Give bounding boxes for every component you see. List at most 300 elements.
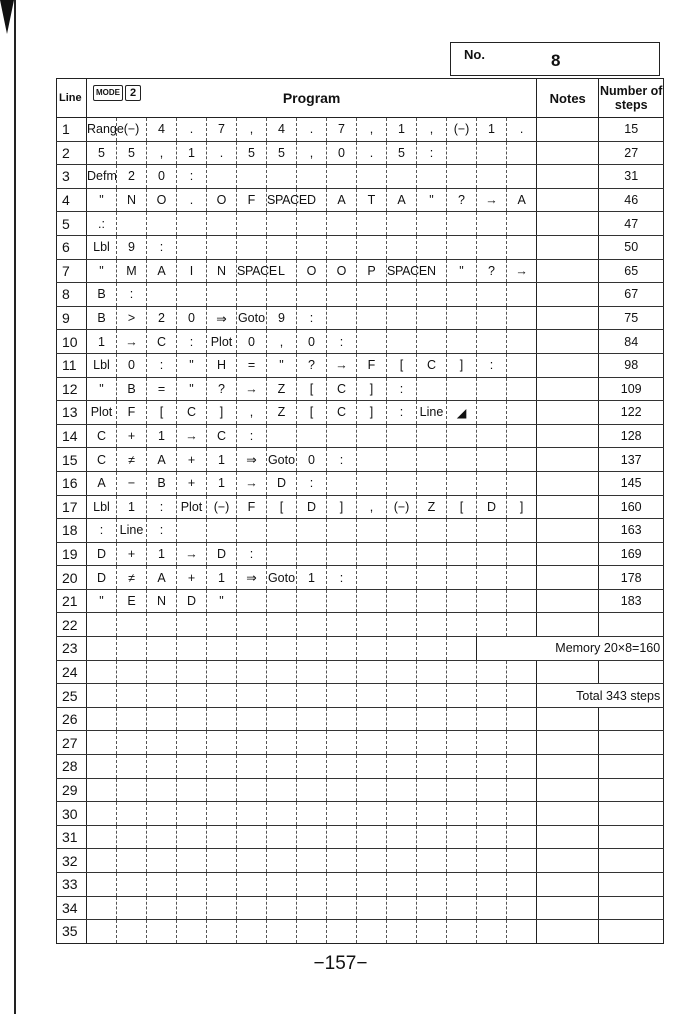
program-cell bbox=[177, 519, 207, 543]
steps-cell bbox=[599, 802, 664, 826]
program-cell: 1 bbox=[117, 495, 147, 519]
program-cell bbox=[267, 825, 297, 849]
program-cell: C bbox=[87, 448, 117, 472]
program-cell bbox=[177, 873, 207, 897]
binding-spike bbox=[0, 0, 14, 34]
program-cell: A bbox=[87, 471, 117, 495]
steps-cell bbox=[599, 755, 664, 779]
steps-cell: 128 bbox=[599, 424, 664, 448]
program-cell: , bbox=[417, 118, 447, 142]
program-cell bbox=[507, 707, 537, 731]
program-cell: L bbox=[267, 259, 297, 283]
program-cell bbox=[387, 330, 417, 354]
notes-cell bbox=[537, 778, 599, 802]
program-cell bbox=[417, 542, 447, 566]
program-cell bbox=[147, 896, 177, 920]
program-cell bbox=[447, 519, 477, 543]
program-cell bbox=[387, 802, 417, 826]
program-cell: H bbox=[207, 353, 237, 377]
program-cell bbox=[87, 731, 117, 755]
program-cell bbox=[297, 825, 327, 849]
program-cell: 0 bbox=[297, 330, 327, 354]
program-cell bbox=[267, 755, 297, 779]
program-cell: − bbox=[117, 471, 147, 495]
program-cell: : bbox=[87, 519, 117, 543]
program-cell: 5 bbox=[237, 141, 267, 165]
program-cell bbox=[177, 802, 207, 826]
program-cell: ⇒ bbox=[207, 306, 237, 330]
program-cell bbox=[477, 802, 507, 826]
program-cell: : bbox=[477, 353, 507, 377]
line-number: 22 bbox=[57, 613, 87, 637]
program-cell bbox=[117, 755, 147, 779]
program-cell bbox=[297, 707, 327, 731]
program-cell bbox=[507, 542, 537, 566]
steps-cell bbox=[599, 731, 664, 755]
program-cell bbox=[507, 896, 537, 920]
program-cell bbox=[177, 920, 207, 944]
steps-cell: 178 bbox=[599, 566, 664, 590]
line-number: 19 bbox=[57, 542, 87, 566]
line-number: 27 bbox=[57, 731, 87, 755]
program-cell bbox=[207, 849, 237, 873]
program-cell bbox=[117, 802, 147, 826]
line-number: 7 bbox=[57, 259, 87, 283]
line-number: 35 bbox=[57, 920, 87, 944]
program-cell bbox=[207, 212, 237, 236]
program-cell bbox=[447, 637, 477, 661]
program-cell: " bbox=[87, 188, 117, 212]
program-cell: 1 bbox=[147, 542, 177, 566]
steps-cell: 27 bbox=[599, 141, 664, 165]
program-cell bbox=[87, 613, 117, 637]
program-cell bbox=[207, 707, 237, 731]
table-row bbox=[57, 495, 664, 519]
program-cell bbox=[147, 873, 177, 897]
program-cell bbox=[477, 849, 507, 873]
program-cell bbox=[177, 825, 207, 849]
program-cell bbox=[477, 471, 507, 495]
program-cell bbox=[147, 660, 177, 684]
program-cell bbox=[177, 660, 207, 684]
program-cell bbox=[417, 519, 447, 543]
program-cell: 9 bbox=[117, 235, 147, 259]
table-row bbox=[57, 424, 664, 448]
program-cell bbox=[177, 684, 207, 708]
program-cell bbox=[507, 684, 537, 708]
program-cell: 5 bbox=[87, 141, 117, 165]
program-cell: → bbox=[327, 353, 357, 377]
program-cell bbox=[237, 165, 267, 189]
program-cell: 5 bbox=[117, 141, 147, 165]
program-cell: " bbox=[267, 353, 297, 377]
program-cell bbox=[477, 660, 507, 684]
program-cell bbox=[357, 825, 387, 849]
program-cell bbox=[387, 212, 417, 236]
program-cell: [ bbox=[297, 377, 327, 401]
program-cell bbox=[387, 566, 417, 590]
program-cell bbox=[87, 920, 117, 944]
program-cell: Defm bbox=[87, 165, 117, 189]
program-cell bbox=[177, 849, 207, 873]
program-cell: " bbox=[447, 259, 477, 283]
notes-cell bbox=[537, 755, 599, 779]
notes-cell bbox=[537, 802, 599, 826]
program-cell bbox=[117, 920, 147, 944]
program-cell: 7 bbox=[207, 118, 237, 142]
program-cell: , bbox=[237, 401, 267, 425]
program-cell bbox=[417, 283, 447, 307]
line-number: 21 bbox=[57, 589, 87, 613]
program-cell: Lbl bbox=[87, 235, 117, 259]
program-cell: 2 bbox=[147, 306, 177, 330]
program-cell bbox=[387, 707, 417, 731]
program-cell bbox=[267, 684, 297, 708]
program-cell bbox=[477, 283, 507, 307]
program-cell: 1 bbox=[387, 118, 417, 142]
program-cell bbox=[117, 684, 147, 708]
program-cell: . bbox=[507, 118, 537, 142]
program-cell bbox=[357, 471, 387, 495]
table-row bbox=[57, 377, 664, 401]
steps-cell bbox=[599, 873, 664, 897]
header-line: Line bbox=[57, 79, 87, 118]
program-cell bbox=[417, 330, 447, 354]
program-cell bbox=[387, 613, 417, 637]
program-cell bbox=[147, 849, 177, 873]
program-cell: Z bbox=[417, 495, 447, 519]
program-cell bbox=[447, 755, 477, 779]
table-row bbox=[57, 896, 664, 920]
program-cell: B bbox=[147, 471, 177, 495]
program-cell: 5 bbox=[387, 141, 417, 165]
notes-cell bbox=[537, 660, 599, 684]
line-number: 2 bbox=[57, 141, 87, 165]
table-row bbox=[57, 566, 664, 590]
program-cell bbox=[147, 778, 177, 802]
program-cell bbox=[477, 825, 507, 849]
program-cell: (−) bbox=[117, 118, 147, 142]
program-cell: " bbox=[87, 259, 117, 283]
program-cell: (−) bbox=[387, 495, 417, 519]
program-cell: + bbox=[177, 471, 207, 495]
program-cell bbox=[237, 778, 267, 802]
notes-cell bbox=[537, 448, 599, 472]
program-cell bbox=[447, 212, 477, 236]
line-number: 12 bbox=[57, 377, 87, 401]
program-cell bbox=[447, 873, 477, 897]
program-cell bbox=[387, 165, 417, 189]
notes-cell bbox=[537, 235, 599, 259]
program-cell bbox=[87, 896, 117, 920]
steps-cell: 65 bbox=[599, 259, 664, 283]
program-cell: Plot bbox=[87, 401, 117, 425]
program-cell bbox=[507, 401, 537, 425]
program-cell bbox=[477, 566, 507, 590]
line-number: 5 bbox=[57, 212, 87, 236]
program-cell bbox=[477, 519, 507, 543]
program-cell bbox=[387, 873, 417, 897]
notes-cell bbox=[537, 920, 599, 944]
program-cell: O bbox=[297, 259, 327, 283]
program-cell bbox=[177, 637, 207, 661]
program-cell bbox=[357, 424, 387, 448]
program-cell: A bbox=[147, 259, 177, 283]
program-cell: 1 bbox=[147, 424, 177, 448]
line-number: 8 bbox=[57, 283, 87, 307]
program-cell bbox=[387, 283, 417, 307]
program-cell bbox=[327, 755, 357, 779]
program-cell bbox=[327, 731, 357, 755]
program-cell: [ bbox=[387, 353, 417, 377]
program-cell bbox=[267, 660, 297, 684]
line-number: 13 bbox=[57, 401, 87, 425]
program-cell: → bbox=[177, 542, 207, 566]
program-cell bbox=[507, 873, 537, 897]
program-cell bbox=[207, 802, 237, 826]
line-number: 6 bbox=[57, 235, 87, 259]
steps-cell: 84 bbox=[599, 330, 664, 354]
program-cell bbox=[387, 471, 417, 495]
program-cell: 9 bbox=[267, 306, 297, 330]
program-cell bbox=[507, 825, 537, 849]
line-number: 11 bbox=[57, 353, 87, 377]
notes-cell bbox=[537, 471, 599, 495]
program-cell: .: bbox=[87, 212, 117, 236]
program-cell: : bbox=[117, 283, 147, 307]
program-cell bbox=[357, 283, 387, 307]
program-cell bbox=[267, 637, 297, 661]
program-cell bbox=[177, 731, 207, 755]
program-cell bbox=[267, 873, 297, 897]
program-cell: + bbox=[117, 424, 147, 448]
program-cell: 1 bbox=[297, 566, 327, 590]
program-cell bbox=[387, 235, 417, 259]
notes-cell bbox=[537, 424, 599, 448]
line-number: 16 bbox=[57, 471, 87, 495]
program-cell: → bbox=[117, 330, 147, 354]
program-cell: : bbox=[177, 165, 207, 189]
binding-line bbox=[14, 0, 16, 1014]
program-cell bbox=[237, 660, 267, 684]
program-cell: : bbox=[297, 471, 327, 495]
program-cell bbox=[357, 165, 387, 189]
program-cell bbox=[297, 519, 327, 543]
notes-cell bbox=[537, 495, 599, 519]
program-cell: A bbox=[387, 188, 417, 212]
program-cell bbox=[447, 660, 477, 684]
steps-cell bbox=[599, 707, 664, 731]
program-cell bbox=[297, 235, 327, 259]
program-cell bbox=[147, 283, 177, 307]
program-cell bbox=[147, 707, 177, 731]
program-cell bbox=[387, 542, 417, 566]
program-cell bbox=[447, 542, 477, 566]
program-cell: ] bbox=[447, 353, 477, 377]
program-cell: 1 bbox=[207, 471, 237, 495]
table-row bbox=[57, 778, 664, 802]
program-cell bbox=[417, 566, 447, 590]
program-cell bbox=[507, 283, 537, 307]
program-cell bbox=[177, 755, 207, 779]
program-cell bbox=[417, 707, 447, 731]
program-cell bbox=[147, 825, 177, 849]
program-sheet-table bbox=[56, 78, 664, 944]
program-cell bbox=[237, 896, 267, 920]
program-cell: : bbox=[177, 330, 207, 354]
program-cell bbox=[237, 707, 267, 731]
program-cell bbox=[507, 141, 537, 165]
program-cell: A bbox=[147, 448, 177, 472]
line-number: 10 bbox=[57, 330, 87, 354]
program-cell bbox=[477, 165, 507, 189]
program-cell bbox=[507, 235, 537, 259]
program-cell: [ bbox=[297, 401, 327, 425]
program-cell bbox=[387, 920, 417, 944]
steps-cell: 67 bbox=[599, 283, 664, 307]
program-cell bbox=[417, 660, 447, 684]
program-cell bbox=[387, 755, 417, 779]
program-cell bbox=[417, 825, 447, 849]
program-cell bbox=[297, 637, 327, 661]
program-cell bbox=[207, 755, 237, 779]
program-cell bbox=[147, 637, 177, 661]
program-cell bbox=[87, 849, 117, 873]
program-cell: , bbox=[357, 118, 387, 142]
program-cell bbox=[477, 589, 507, 613]
program-cell: 0 bbox=[297, 448, 327, 472]
program-cell bbox=[357, 896, 387, 920]
program-cell bbox=[207, 873, 237, 897]
program-cell bbox=[507, 802, 537, 826]
program-cell: . bbox=[357, 141, 387, 165]
program-cell bbox=[327, 613, 357, 637]
table-row bbox=[57, 448, 664, 472]
program-cell bbox=[417, 377, 447, 401]
program-cell bbox=[117, 637, 147, 661]
program-cell bbox=[417, 448, 447, 472]
program-cell: 4 bbox=[147, 118, 177, 142]
program-cell bbox=[417, 212, 447, 236]
program-cell bbox=[207, 731, 237, 755]
program-cell bbox=[447, 825, 477, 849]
program-cell bbox=[507, 731, 537, 755]
steps-cell: 183 bbox=[599, 589, 664, 613]
program-cell bbox=[297, 613, 327, 637]
program-cell bbox=[297, 873, 327, 897]
line-number: 33 bbox=[57, 873, 87, 897]
table-row bbox=[57, 613, 664, 637]
program-cell: ≠ bbox=[117, 566, 147, 590]
table-header-row bbox=[57, 79, 664, 118]
line-number: 34 bbox=[57, 896, 87, 920]
program-cell: ? bbox=[297, 353, 327, 377]
program-cell bbox=[327, 424, 357, 448]
steps-cell: 160 bbox=[599, 495, 664, 519]
notes-cell bbox=[537, 873, 599, 897]
table-row bbox=[57, 542, 664, 566]
program-cell bbox=[177, 707, 207, 731]
program-cell bbox=[507, 755, 537, 779]
table-row bbox=[57, 212, 664, 236]
steps-cell: 137 bbox=[599, 448, 664, 472]
program-cell bbox=[357, 802, 387, 826]
program-cell bbox=[447, 330, 477, 354]
program-cell: : bbox=[147, 235, 177, 259]
program-cell: M bbox=[117, 259, 147, 283]
program-cell bbox=[447, 778, 477, 802]
program-cell bbox=[477, 377, 507, 401]
program-cell: C bbox=[417, 353, 447, 377]
program-cell: , bbox=[357, 495, 387, 519]
program-cell bbox=[477, 401, 507, 425]
program-cell: . bbox=[297, 118, 327, 142]
program-cell bbox=[237, 802, 267, 826]
program-cell bbox=[177, 778, 207, 802]
program-cell: D bbox=[267, 471, 297, 495]
program-cell bbox=[237, 849, 267, 873]
program-cell bbox=[447, 424, 477, 448]
line-number: 20 bbox=[57, 566, 87, 590]
program-cell bbox=[147, 613, 177, 637]
program-cell bbox=[327, 306, 357, 330]
program-cell: D bbox=[207, 542, 237, 566]
program-cell: : bbox=[147, 353, 177, 377]
program-cell bbox=[267, 731, 297, 755]
program-cell: Lbl bbox=[87, 353, 117, 377]
header-notes: Notes bbox=[537, 79, 599, 118]
program-cell: = bbox=[147, 377, 177, 401]
program-cell: 0 bbox=[237, 330, 267, 354]
program-cell bbox=[447, 731, 477, 755]
line-number: 4 bbox=[57, 188, 87, 212]
program-cell bbox=[267, 165, 297, 189]
program-cell: : bbox=[147, 519, 177, 543]
program-cell bbox=[417, 637, 447, 661]
program-cell bbox=[147, 755, 177, 779]
program-cell bbox=[507, 849, 537, 873]
program-cell: : bbox=[327, 330, 357, 354]
program-cell: 2 bbox=[117, 165, 147, 189]
program-cell: SPACE bbox=[237, 259, 267, 283]
program-cell bbox=[297, 660, 327, 684]
notes-cell bbox=[537, 188, 599, 212]
program-cell: T bbox=[357, 188, 387, 212]
program-cell: C bbox=[147, 330, 177, 354]
program-cell bbox=[177, 613, 207, 637]
program-cell: N bbox=[147, 589, 177, 613]
program-cell: ? bbox=[447, 188, 477, 212]
program-cell: D bbox=[87, 542, 117, 566]
program-cell bbox=[117, 896, 147, 920]
program-cell bbox=[267, 235, 297, 259]
table-row bbox=[57, 118, 664, 142]
program-cell: C bbox=[177, 401, 207, 425]
program-cell bbox=[237, 212, 267, 236]
program-cell bbox=[177, 896, 207, 920]
program-cell bbox=[327, 873, 357, 897]
program-cell: ? bbox=[477, 259, 507, 283]
program-cell bbox=[507, 448, 537, 472]
program-cell bbox=[267, 849, 297, 873]
program-cell bbox=[327, 589, 357, 613]
program-cell: → bbox=[237, 471, 267, 495]
program-cell bbox=[267, 802, 297, 826]
program-cell bbox=[447, 377, 477, 401]
program-cell: " bbox=[417, 188, 447, 212]
program-cell bbox=[387, 424, 417, 448]
steps-cell: 145 bbox=[599, 471, 664, 495]
